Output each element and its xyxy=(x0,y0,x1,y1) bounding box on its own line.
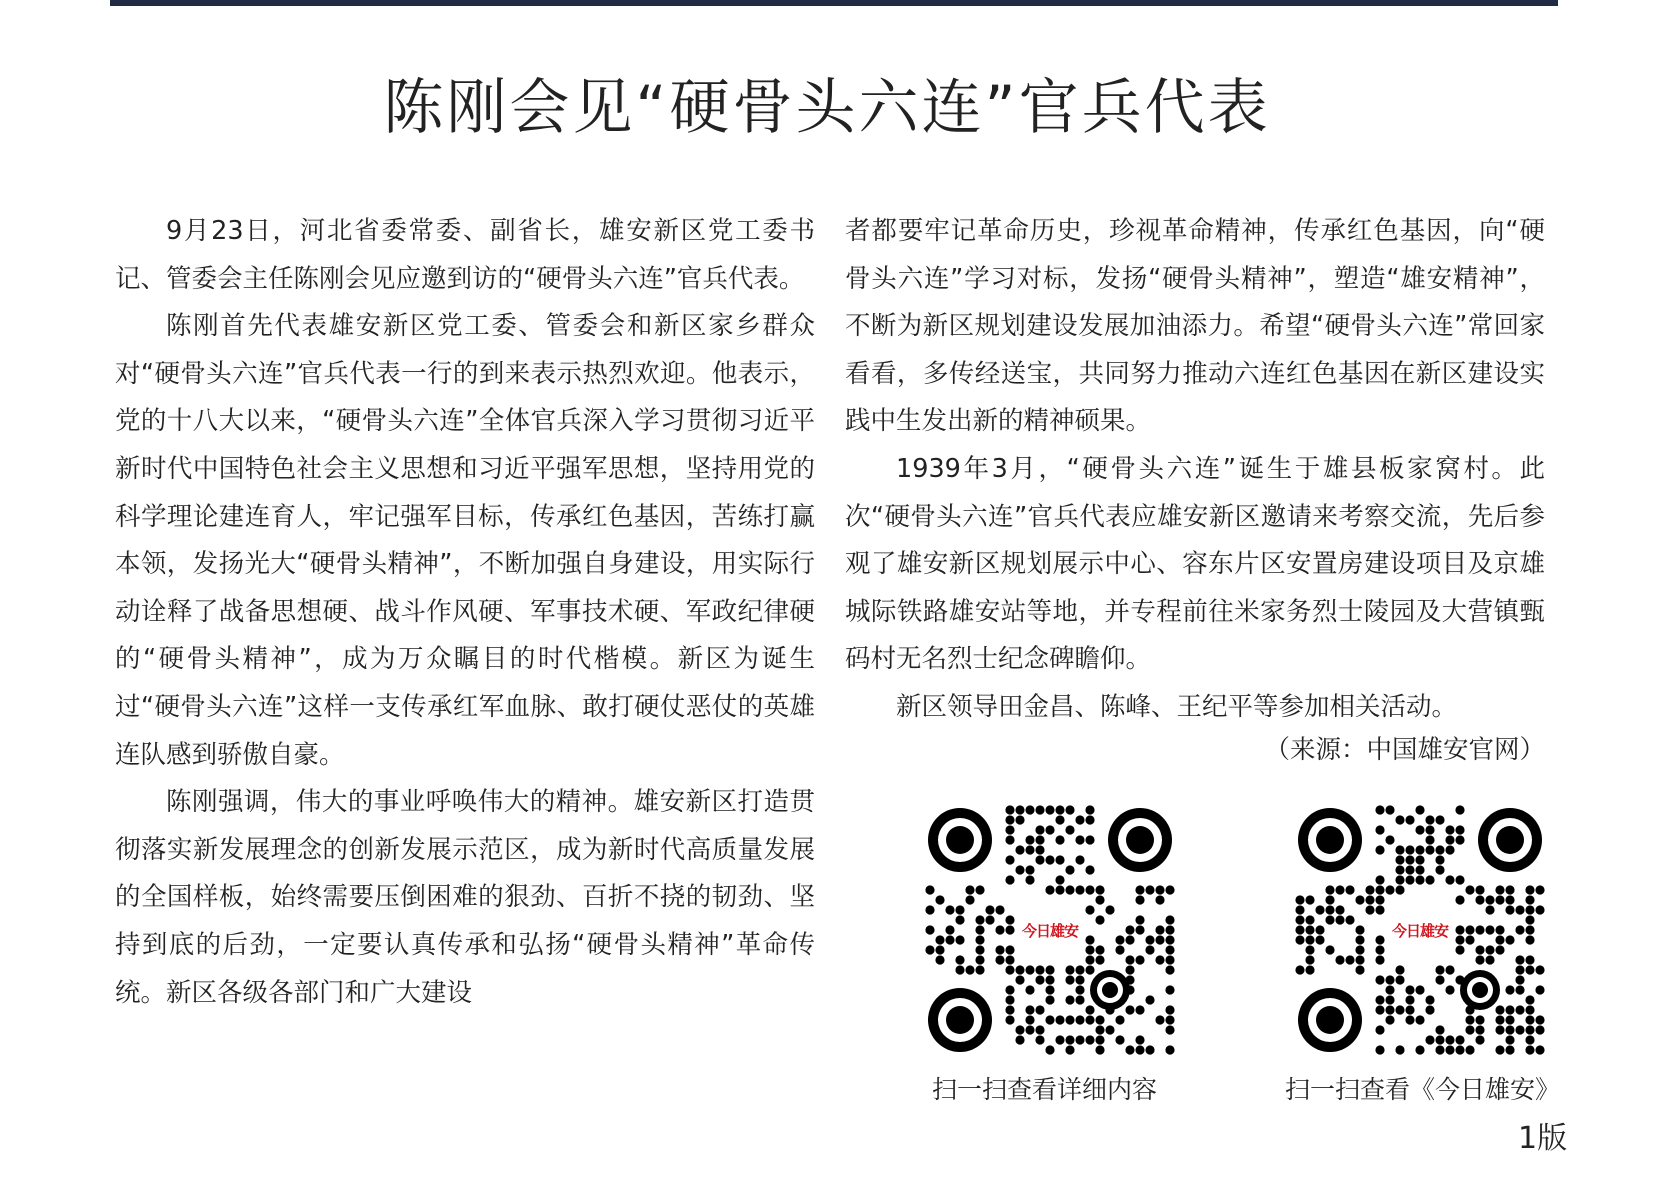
paragraph-2: 陈刚首先代表雄安新区党工委、管委会和新区家乡群众对“硬骨头六连”官兵代表一行的到来表示热烈欢迎。他表示，党的十八大以来，“硬骨头六连”全体官兵深入学习贯彻习近平新时代中国特色社会主义思想和习近平强军思想，坚持用党的科学理论建连育人，牢记强军目标，传承红色基因，苦练打赢本领，发扬光大“硬骨头精神”，不断加强自身建设，用实际行动诠释了战备思想硬、战斗作风硬、军事技术硬、军政纪律硬的“硬骨头精神”，成为万众瞩目的时代楷模。新区为诞生过“硬骨头六连”这样一支传承红军血脉、敢打硬仗恶仗的英雄连队感到骄傲自豪。 xyxy=(115,311,815,770)
page-number: 1版 xyxy=(1518,1121,1568,1156)
paragraph-3: 陈刚强调，伟大的事业呼唤伟大的精神。雄安新区打造贯彻落实新发展理念的创新发展示范区，成为新时代高质量发展的全国样板，始终需要压倒困难的狠劲、百折不挠的韧劲、坚持到底的后劲，一定要认真传承和弘扬“硬骨头精神”革命传统。新区各级各部门和广大建设 xyxy=(115,787,815,1008)
qr-logo-badge: 今日雄安 xyxy=(1388,898,1452,962)
qr-caption-newspaper: 扫一扫查看《今日雄安》 xyxy=(1285,1075,1561,1104)
qr-code-details[interactable] xyxy=(925,805,1175,1055)
qr-caption-details: 扫一扫查看详细内容 xyxy=(932,1075,1158,1104)
paragraph-1: 9月23日，河北省委常委、副省长，雄安新区党工委书记、管委会主任陈刚会见应邀到访的“硬骨头六连”官兵代表。 xyxy=(115,216,815,294)
paragraph-3-continued: 者都要牢记革命历史，珍视革命精神，传承红色基因，向“硬骨头六连”学习对标，发扬“硬骨头精神”，塑造“雄安精神”，不断为新区规划建设发展加油添力。希望“硬骨头六连”常回家看看，多传经送宝，共同努力推动六连红色基因在新区建设实践中生发出新的精神硕果。 xyxy=(845,216,1545,437)
qr-logo-badge: 今日雄安 xyxy=(1018,898,1082,962)
top-rule xyxy=(110,0,1558,6)
qr-code-newspaper[interactable] xyxy=(1295,805,1545,1055)
right-column xyxy=(845,208,1545,732)
article-title: 陈刚会见“硬骨头六连”官兵代表 xyxy=(383,73,1271,143)
source-credit: （来源：中国雄安官网） xyxy=(1264,735,1545,765)
paragraph-5: 新区领导田金昌、陈峰、王纪平等参加相关活动。 xyxy=(896,691,1458,722)
paragraph-4: 1939年3月，“硬骨头六连”诞生于雄县板家窝村。此次“硬骨头六连”官兵代表应雄安新区邀请来考察交流，先后参观了雄安新区规划展示中心、容东片区安置房建设项目及京雄城际铁路雄安站等地，并专程前往米家务烈士陵园及大营镇甄码村无名烈士纪念碑瞻仰。 xyxy=(845,453,1545,675)
left-column xyxy=(115,208,815,1017)
